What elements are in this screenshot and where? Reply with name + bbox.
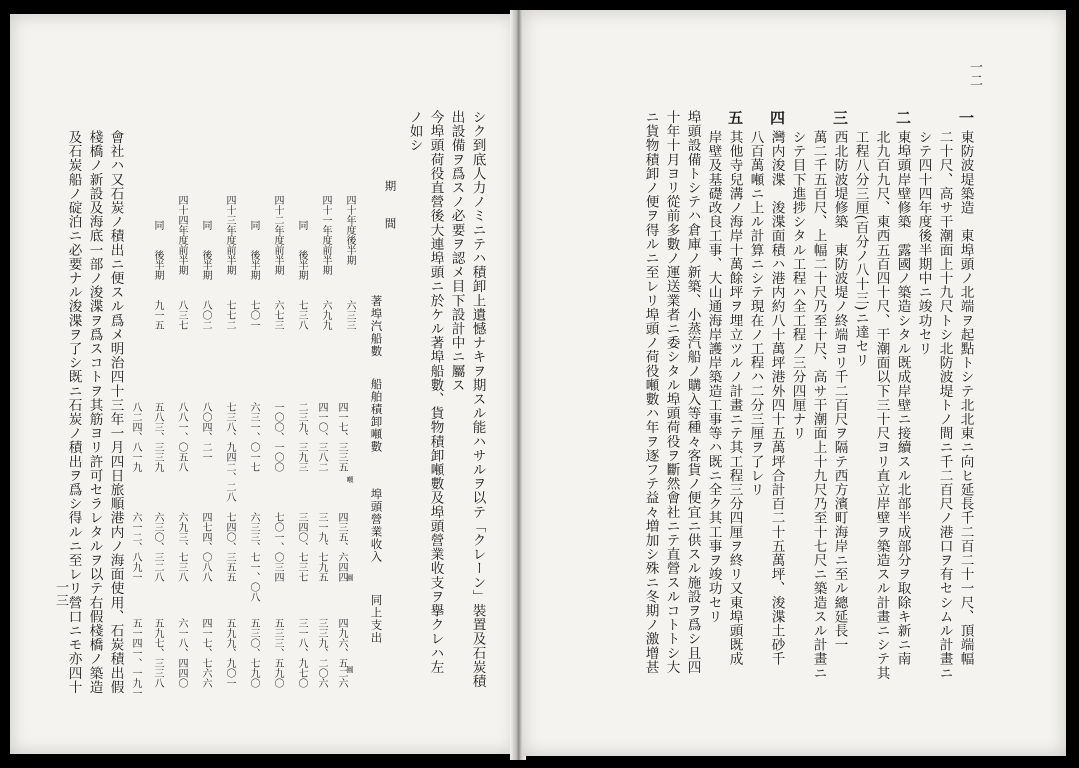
body-column: 會社ハ又石炭ノ積出ニ便スル爲メ明治四十三年一月四日旅順港内ノ海面使用、石炭積出假 <box>107 130 124 694</box>
row-revenue: 七〇一、〇三四 <box>272 512 283 582</box>
row-tonnage: 六三一、〇一七 <box>248 402 259 472</box>
table-header-revenue: 埠頭營業收入 <box>369 488 384 563</box>
row-revenue: 六九三、七三八 <box>176 512 187 582</box>
body-column: 萬二千五百尺、上幅二十尺乃至十尺、高サ干潮面上十九尺乃至十七尺ニ築造スル計畫ニ <box>810 130 827 680</box>
row-tonnage: 二三九、三九三 <box>296 402 307 472</box>
body-column: 工程八分三厘(百分ノ八十三)ニ達セリ <box>852 130 869 368</box>
row-tonnage: 七三八、九四二、二八 <box>224 402 235 502</box>
table-header-period: 期 間 <box>383 180 398 230</box>
row-expense: 三三九、二〇六 <box>316 618 327 688</box>
body-column: 及石炭船ノ碇泊ニ必要ナル浚渫ヲ了シ既ニ石炭ノ積出ヲ爲シ得ルニ至レリ營口ニモ亦四十 <box>65 130 82 694</box>
row-period: 四十年度後半期 <box>344 195 355 265</box>
row-revenue: 四三五、六四四 <box>336 512 347 582</box>
row-ships: 六三三 <box>344 300 355 330</box>
row-revenue: 三一九、七九五 <box>316 512 327 582</box>
row-ships: 六九九 <box>320 300 331 330</box>
table-header-expense: 同上支出 <box>369 594 384 644</box>
row-revenue: 七四〇、三五五 <box>224 512 235 582</box>
body-column: 二十尺、高サ干潮面上十九尺トシ北防波堤トノ間ニ千二百尺ノ港口ヲ有セシムル計畫ニ <box>936 130 953 680</box>
body-column: 岸壁及基礎改良工事、大山通海岸護岸築造工事等ハ既ニ全ク其工事ヲ竣功セリ <box>705 130 722 624</box>
body-column: 棧橋ノ新設及海底一部ノ浚渫ヲ爲スコトヲ其筋ヨリ許可セラレタルヲ以テ右假棧橋ノ築造 <box>86 130 103 694</box>
body-column: 出設備ヲ爲スノ必要ヲ認メ目下設計中ニ屬ス <box>448 110 465 392</box>
row-expense: 五九七、三三八 <box>152 618 163 688</box>
row-period: 四十二年度前半期 <box>272 195 283 275</box>
body-column: ニ貨物積卸ノ便ヲ得ルニ至レリ埠頭ノ荷役噸數ハ年ヲ逐フテ益々増加シ殊ニ冬期ノ激增甚 <box>642 110 659 674</box>
row-expense: 五三三、五九〇 <box>272 618 283 688</box>
body-column: シテ目下進捗シタル工程ハ全工程ノ三分四厘ナリ <box>789 130 806 441</box>
unit-label-expense: 圓 <box>346 666 354 674</box>
body-column: 八百萬噸ニ上ル計算ニシテ現在ノ工程ハ二分三厘ヲ了レリ <box>747 130 764 497</box>
row-ships: 七〇一 <box>248 300 259 330</box>
row-tonnage: 四一七、三三五 <box>336 402 347 472</box>
item-marker: 二 <box>894 110 912 126</box>
body-column: 其他寺兒溝ノ海岸十萬餘坪ヲ埋立ツルノ計畫ニテ其工程三分四厘ヲ終リ又東埠頭既成 <box>726 130 743 666</box>
row-expense: 四九六、五二六 <box>336 618 347 688</box>
row-period: 四十三年度前半期 <box>224 195 235 275</box>
item-marker: 三 <box>831 110 849 126</box>
row-ships: 八〇二 <box>200 300 211 330</box>
row-tonnage: 八二四、八一九 <box>130 402 141 472</box>
item-marker: 五 <box>726 110 744 126</box>
body-column: 北九百九尺、東西五百四十尺、干潮面以下三十尺ヨリ直立岸壁ヲ築造スル計畫ニシテ其 <box>873 130 890 680</box>
row-tonnage: 五八三、三三九 <box>152 402 163 472</box>
body-column: 灣内浚渫 浚渫面積ハ港内約八十萬坪港外四十五萬坪合計百二十五萬坪、浚渫土砂千 <box>768 130 785 666</box>
row-revenue: 六三三、七一、〇八 <box>248 512 259 602</box>
page-number: 一三 <box>53 580 68 607</box>
row-period: 同 後半期 <box>200 220 211 280</box>
row-expense: 四一七、七六六 <box>200 618 211 688</box>
unit-label-revenue: 圓 <box>346 574 354 582</box>
item-marker: 一 <box>957 110 975 126</box>
row-tonnage: 八八一、〇五八 <box>176 402 187 472</box>
row-ships: 七七二 <box>224 300 235 330</box>
body-column: 埠頭設備トシテハ倉庫ノ新築、小蒸汽船ノ購入等種々客貨ノ便宜ニ供スル施設ヲ爲シ且四 <box>684 110 701 674</box>
row-period: 四十四年度前半期 <box>176 195 187 275</box>
page-number: 一二 <box>967 60 982 87</box>
row-ships: 八三七 <box>176 300 187 330</box>
body-column: シク到底人力ノミニテハ積卸上遺憾ナキヲ期スル能ハサルヲ以テ「クレーン」裝置及石炭積 <box>469 110 486 689</box>
row-tonnage: 四一〇、三八二 <box>316 402 327 472</box>
table-header-tonnage: 船舶積卸噸數 <box>369 378 384 453</box>
table-header-ships: 著埠汽船數 <box>369 295 384 358</box>
item-marker: 四 <box>768 110 786 126</box>
row-period: 同 後半期 <box>296 220 307 280</box>
row-expense: 五三〇、七九〇 <box>248 618 259 688</box>
row-period: 同 後半期 <box>152 220 163 280</box>
row-period: 四十一年度前半期 <box>320 195 331 275</box>
row-ships: 六七三 <box>272 300 283 330</box>
body-column: 東防波堤築造 東埠頭ノ北端ヲ起點トシテ北北東ニ向ヒ延長千二百二十一尺、頂端幅 <box>957 130 974 666</box>
row-expense: 六一八、四四〇 <box>176 618 187 688</box>
row-revenue: 三四〇、七三七 <box>296 512 307 582</box>
row-period: 同 後半期 <box>248 220 259 280</box>
row-expense: 五九九、九〇一 <box>224 618 235 688</box>
row-revenue: 六一二、八九一 <box>130 512 141 582</box>
body-column: 十年十月ヨリ從前多數ノ運送業者ニ委シタル埠頭荷役ヲ斷然會社ニテ直營スルコトトシ大 <box>663 110 680 674</box>
row-revenue: 六三〇、三二八 <box>152 512 163 582</box>
row-expense: 五一四一、一九一 <box>130 618 141 698</box>
body-column: ノ如シ <box>406 110 423 153</box>
unit-label-tonnage: 噸 <box>346 476 354 484</box>
row-expense: 三一八、九七〇 <box>296 618 307 688</box>
body-column: 今埠頭荷役直營後大連埠頭ニ於ケル著埠船數、貨物積卸噸數及埠頭營業收支ヲ擧クレハ左 <box>427 110 444 674</box>
body-column: 西北防波堤修築 東防波堤ノ終端ヨリ千二百尺ヲ隔テ西方濱町海岸ニ至ル總延長一 <box>831 130 848 652</box>
row-ships: 七三八 <box>296 300 307 330</box>
row-ships: 九一五 <box>152 300 163 330</box>
body-column: シテ四十四年度後半期中ニ竣功セリ <box>915 130 932 356</box>
body-column: 東埠頭岸壁修築 露國ノ築造シタル既成岸壁ニ接續スル北部半成部分ヲ取除キ新ニ南 <box>894 130 911 666</box>
row-revenue: 四七四、〇八八 <box>200 512 211 582</box>
row-tonnage: 一〇〇、一〇〇 <box>272 402 283 472</box>
row-tonnage: 八〇四、二一 <box>200 402 211 462</box>
